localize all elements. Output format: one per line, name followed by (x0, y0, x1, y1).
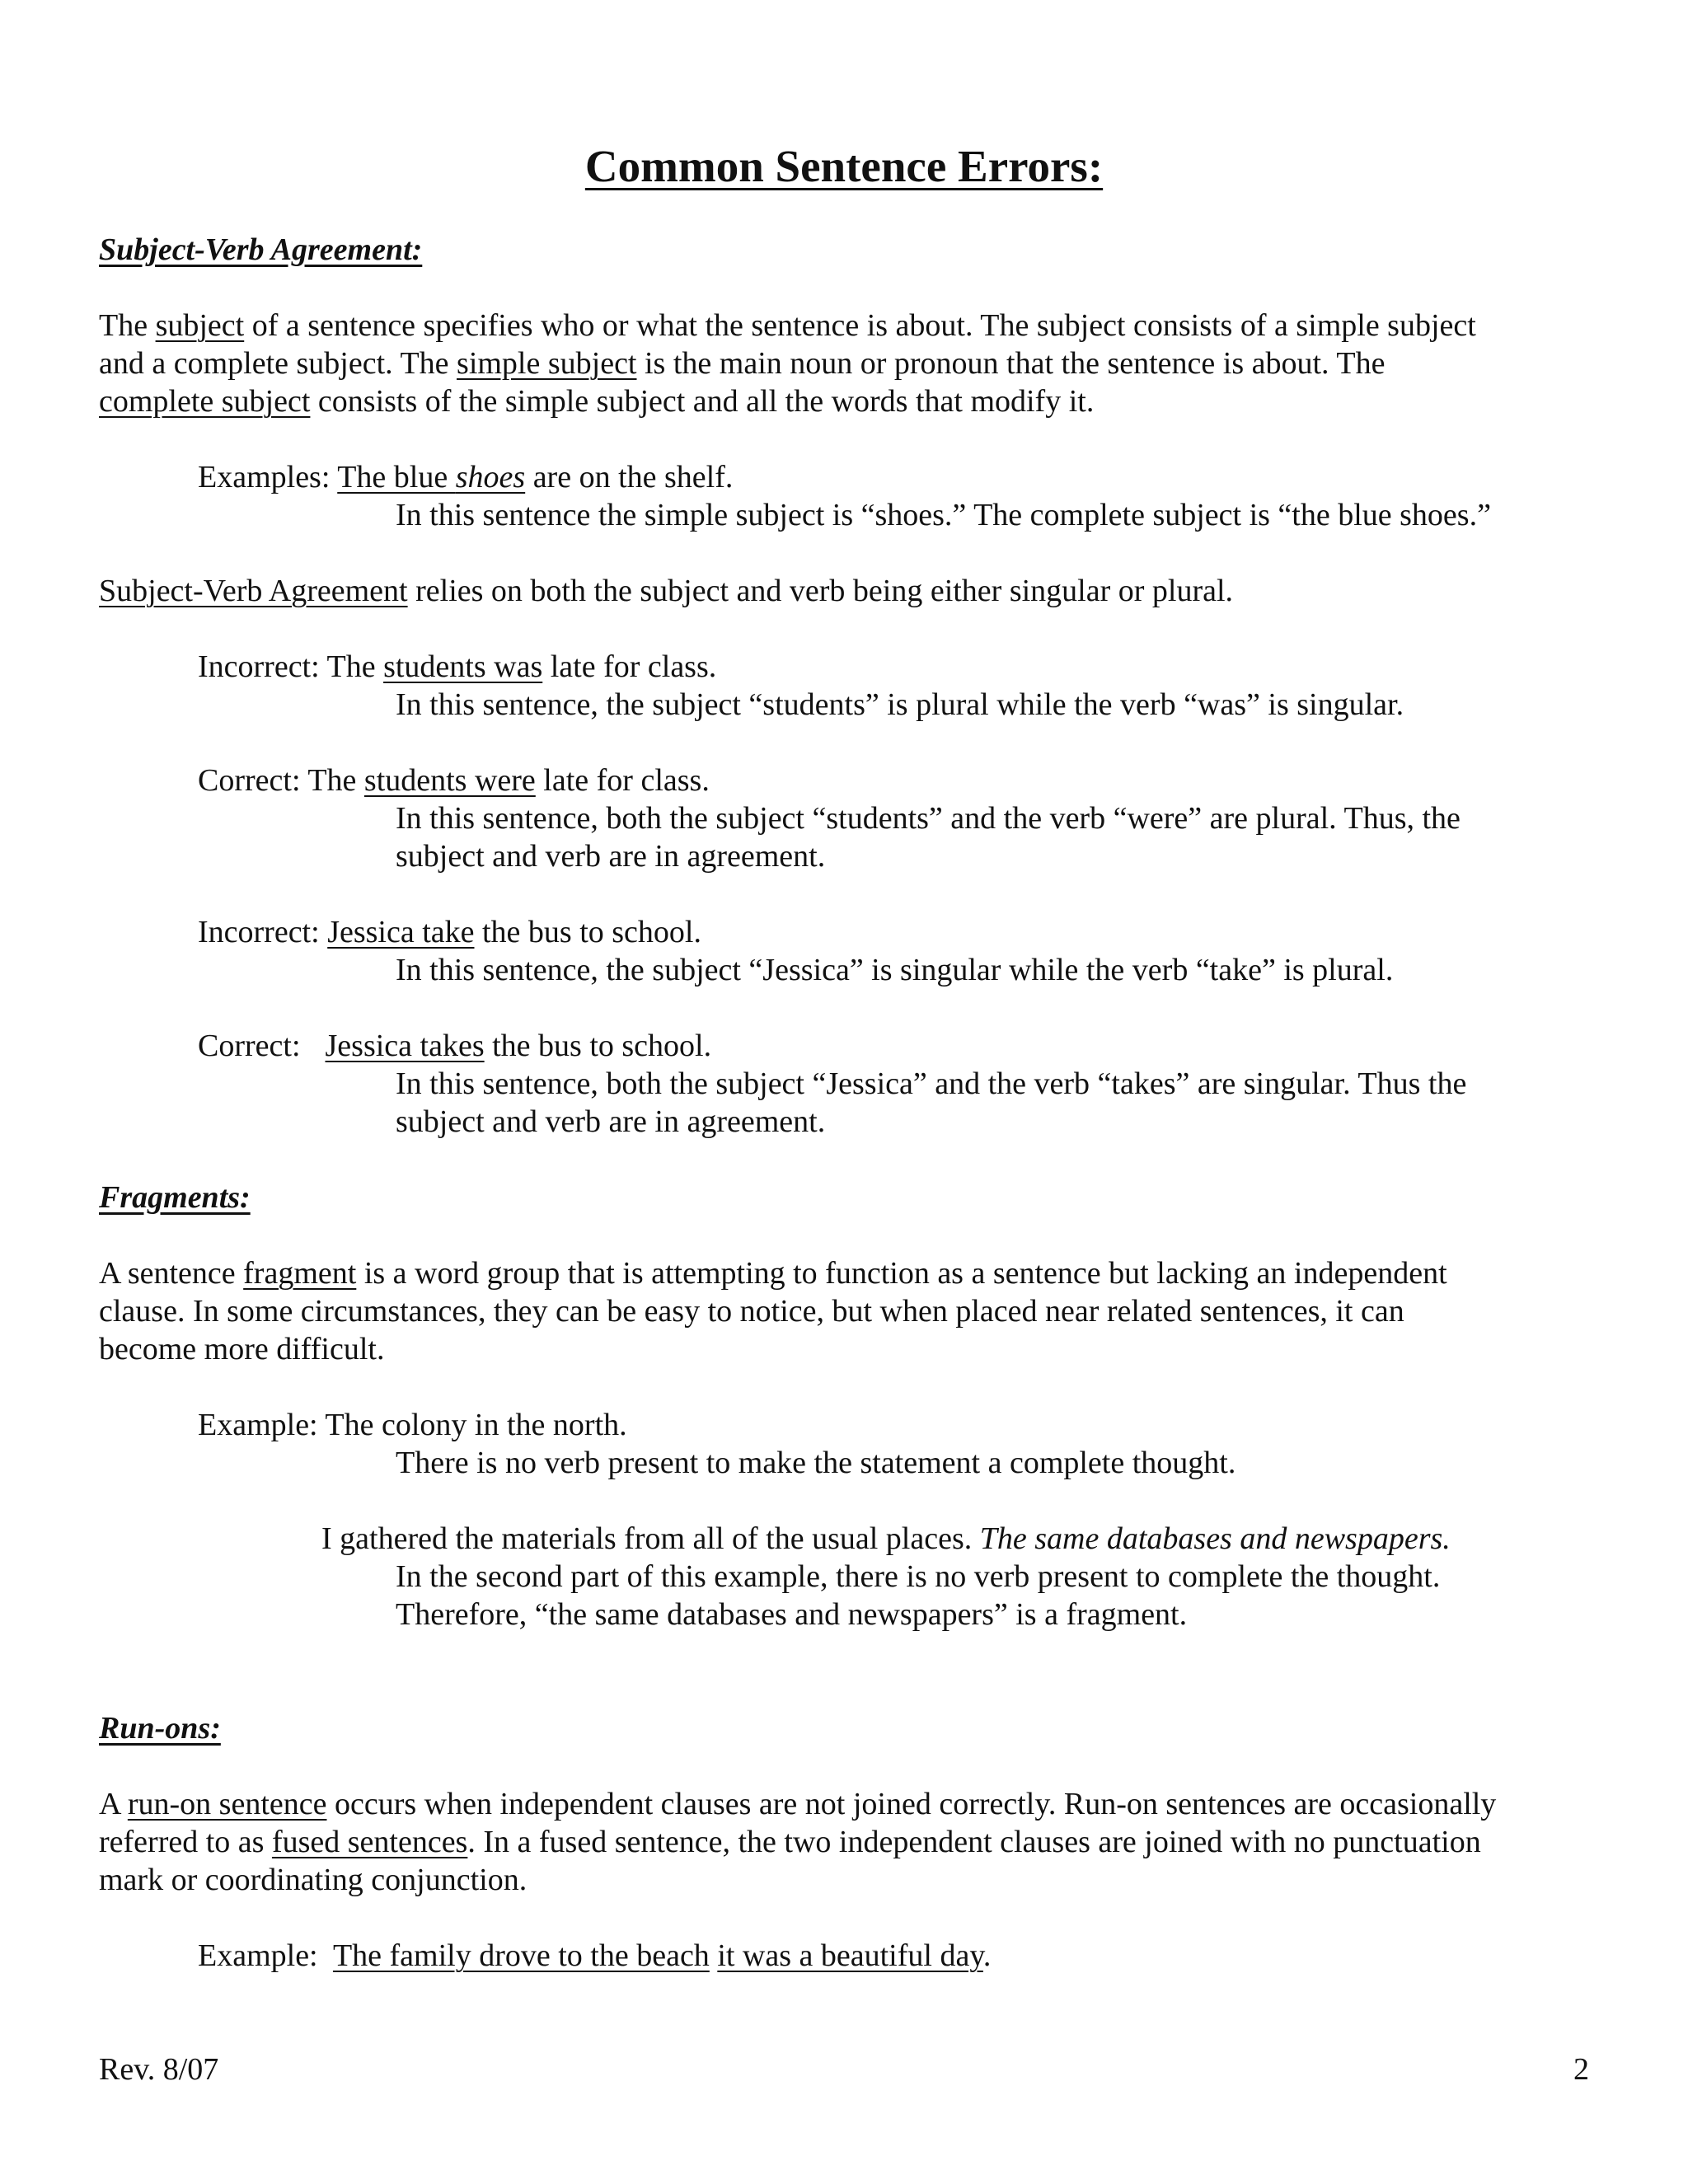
example-explanation: subject and verb are in agreement. (396, 839, 826, 874)
example-line: Examples: The blue shoes are on the shelf. (198, 460, 734, 494)
example-explanation: subject and verb are in agreement. (396, 1104, 826, 1139)
example-explanation: In this sentence, both the subject “students” and the verb “were” are plural. Thus, the (396, 801, 1461, 836)
paragraph-line: Subject-Verb Agreement relies on both the subject and verb being either singular or plural. (99, 574, 1234, 608)
section-heading-subject-verb: Subject-Verb Agreement: (99, 232, 423, 267)
example-line: Incorrect: Jessica take the bus to school. (198, 915, 701, 949)
paragraph-line: and a complete subject. The simple subject is the main noun or pronoun that the sentence is about. The (99, 346, 1386, 381)
example-explanation: In this sentence the simple subject is “shoes.” The complete subject is “the blue shoes.” (396, 498, 1491, 532)
page-title: Common Sentence Errors: (584, 141, 1104, 191)
paragraph-line: A run-on sentence occurs when independent clauses are not joined correctly. Run-on sentences are occasionally (99, 1787, 1497, 1821)
revision-note: Rev. 8/07 (99, 2052, 219, 2087)
paragraph-line: mark or coordinating conjunction. (99, 1863, 528, 1897)
example-line: Incorrect: The students was late for class. (198, 649, 717, 684)
example-line: Example: The family drove to the beach it was a beautiful day. (198, 1938, 992, 1973)
example-line: I gathered the materials from all of the usual places. The same databases and newspapers. (321, 1521, 1451, 1556)
section-heading-fragments: Fragments: (99, 1180, 251, 1215)
example-explanation: In the second part of this example, there is no verb present to complete the thought. (396, 1559, 1441, 1594)
paragraph-line: A sentence fragment is a word group that is attempting to function as a sentence but lacking an independent (99, 1256, 1447, 1291)
example-line: Correct: The students were late for class. (198, 763, 710, 798)
example-explanation: In this sentence, both the subject “Jessica” and the verb “takes” are singular. Thus the (396, 1066, 1467, 1101)
paragraph-line: The subject of a sentence specifies who or what the sentence is about. The subject consists of a simple subject (99, 308, 1476, 343)
example-line: Example: The colony in the north. (198, 1408, 627, 1442)
paragraph-line: become more difficult. (99, 1332, 385, 1366)
paragraph-line: referred to as fused sentences. In a fused sentence, the two independent clauses are joined with no punctuation (99, 1825, 1481, 1859)
section-heading-runons: Run-ons: (99, 1711, 221, 1746)
example-explanation: Therefore, “the same databases and newspapers” is a fragment. (396, 1597, 1188, 1632)
example-explanation: In this sentence, the subject “Jessica” is singular while the verb “take” is plural. (396, 953, 1394, 987)
page-number: 2 (1573, 2052, 1589, 2087)
example-explanation: There is no verb present to make the statement a complete thought. (396, 1446, 1236, 1480)
paragraph-line: complete subject consists of the simple subject and all the words that modify it. (99, 384, 1095, 419)
example-explanation: In this sentence, the subject “students” is plural while the verb “was” is singular. (396, 687, 1404, 722)
paragraph-line: clause. In some circumstances, they can be easy to notice, but when placed near related sentences, it can (99, 1294, 1404, 1329)
example-line: Correct: Jessica takes the bus to school. (198, 1029, 712, 1063)
